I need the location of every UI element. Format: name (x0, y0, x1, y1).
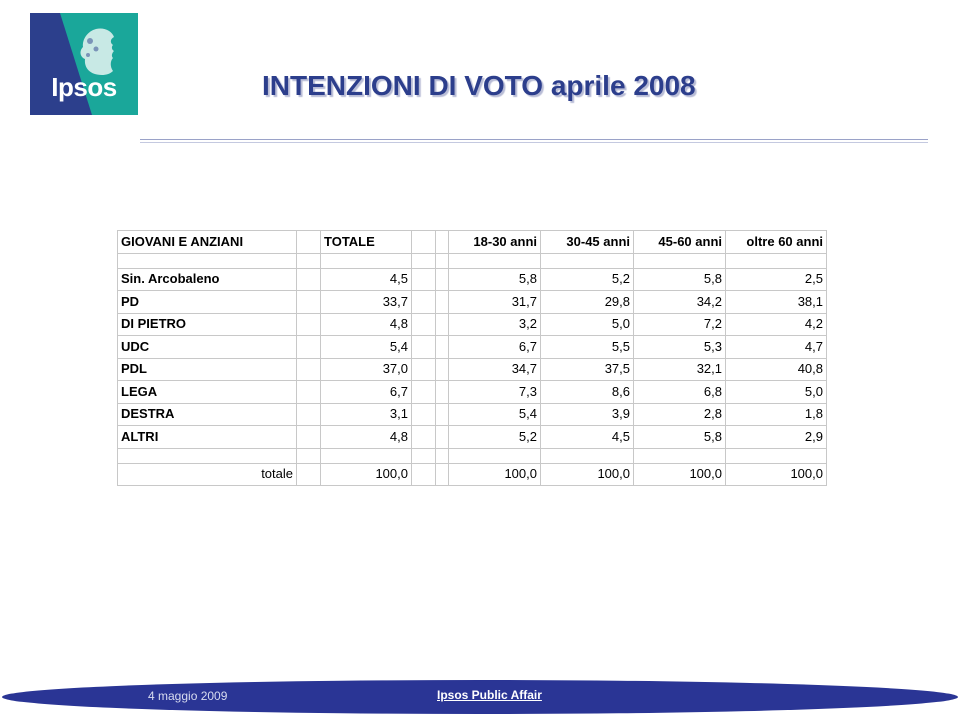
party-value: 2,5 (726, 268, 827, 291)
header-group: GIOVANI E ANZIANI (118, 231, 297, 254)
vote-intention-table (117, 230, 827, 486)
party-value: 6,8 (634, 381, 726, 404)
total-value: 100,0 (634, 463, 726, 486)
party-value: 29,8 (541, 291, 634, 314)
party-value: 4,7 (726, 336, 827, 359)
party-value: 5,4 (449, 403, 541, 426)
party-value: 3,1 (321, 403, 412, 426)
party-label: Sin. Arcobaleno (118, 268, 297, 291)
title-divider (140, 139, 928, 140)
total-value: 100,0 (726, 463, 827, 486)
party-value: 2,8 (634, 403, 726, 426)
total-value: 100,0 (449, 463, 541, 486)
party-value: 5,8 (634, 268, 726, 291)
table-row (118, 291, 827, 314)
title-divider-secondary (140, 142, 928, 143)
page-title: INTENZIONI DI VOTO aprile 2008 (262, 70, 696, 101)
party-value: 5,0 (541, 313, 634, 336)
party-value: 40,8 (726, 358, 827, 381)
header-totale: TOTALE (321, 231, 412, 254)
party-value: 4,8 (321, 313, 412, 336)
table-row (118, 381, 827, 404)
party-rows (118, 268, 827, 448)
table-row (118, 268, 827, 291)
party-label: DI PIETRO (118, 313, 297, 336)
party-value: 2,9 (726, 426, 827, 449)
total-label: totale (118, 463, 297, 486)
party-value: 4,8 (321, 426, 412, 449)
party-label: PDL (118, 358, 297, 381)
party-value: 5,8 (634, 426, 726, 449)
party-value: 7,3 (449, 381, 541, 404)
party-label: ALTRI (118, 426, 297, 449)
footer-bar (0, 678, 960, 720)
party-value: 6,7 (321, 381, 412, 404)
party-value: 38,1 (726, 291, 827, 314)
party-label: LEGA (118, 381, 297, 404)
party-value: 32,1 (634, 358, 726, 381)
party-value: 37,0 (321, 358, 412, 381)
spacer-row (118, 448, 827, 463)
party-label: PD (118, 291, 297, 314)
party-value: 34,2 (634, 291, 726, 314)
table-row (118, 358, 827, 381)
party-value: 5,5 (541, 336, 634, 359)
party-value: 1,8 (726, 403, 827, 426)
party-value: 37,5 (541, 358, 634, 381)
header-oltre-60: oltre 60 anni (726, 231, 827, 254)
party-value: 5,2 (449, 426, 541, 449)
party-value: 5,3 (634, 336, 726, 359)
party-value: 5,4 (321, 336, 412, 359)
party-value: 8,6 (541, 381, 634, 404)
ipsos-logo (30, 13, 138, 115)
party-value: 34,7 (449, 358, 541, 381)
total-value: 100,0 (541, 463, 634, 486)
party-value: 6,7 (449, 336, 541, 359)
logo-text: Ipsos (51, 72, 117, 102)
total-row (118, 463, 827, 486)
table-row (118, 313, 827, 336)
header-30-45: 30-45 anni (541, 231, 634, 254)
header-18-30: 18-30 anni (449, 231, 541, 254)
total-value: 100,0 (321, 463, 412, 486)
party-value: 3,9 (541, 403, 634, 426)
party-value: 3,2 (449, 313, 541, 336)
table-header-row (118, 231, 827, 254)
party-value: 31,7 (449, 291, 541, 314)
party-value: 5,2 (541, 268, 634, 291)
table-row (118, 336, 827, 359)
party-value: 4,5 (541, 426, 634, 449)
spacer-row (118, 253, 827, 268)
header-45-60: 45-60 anni (634, 231, 726, 254)
footer-brand: Ipsos Public Affair (437, 688, 542, 702)
party-value: 4,5 (321, 268, 412, 291)
party-label: UDC (118, 336, 297, 359)
party-value: 7,2 (634, 313, 726, 336)
table-row (118, 403, 827, 426)
party-value: 5,8 (449, 268, 541, 291)
party-label: DESTRA (118, 403, 297, 426)
footer-date: 4 maggio 2009 (148, 689, 228, 703)
table-row (118, 426, 827, 449)
party-value: 33,7 (321, 291, 412, 314)
party-value: 5,0 (726, 381, 827, 404)
party-value: 4,2 (726, 313, 827, 336)
